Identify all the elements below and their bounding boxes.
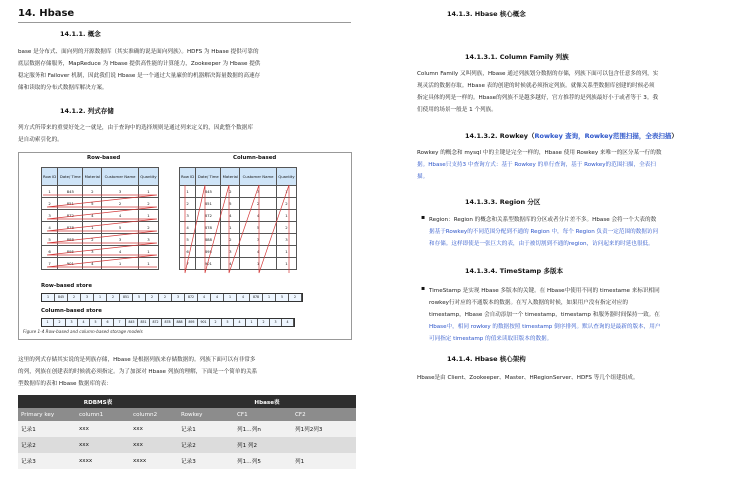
grid-cell: 5 xyxy=(83,198,102,210)
grid-header: Customer Name xyxy=(240,168,277,186)
rowkey-title-a: 14.1.3.2. Rowkey（ xyxy=(465,132,535,140)
grid-cell: 4 xyxy=(83,210,102,222)
grid-cell: 2 xyxy=(276,198,296,210)
timestamp-line: Hbase中，相同 rowkey 的数据按照 timestamp 倒序排列。默认查询的是最新的版本，用户 xyxy=(429,324,661,330)
grid-cell: 3 xyxy=(83,246,102,258)
columnar-line: 列方式所带来的重要好处之一就是，由于查询中的选择规则是通过列来定义的，因此整个数据库 xyxy=(18,125,253,131)
grid-cell: 6 xyxy=(42,246,58,258)
bullet-icon: ▪ xyxy=(421,285,426,292)
rdbms-hbase-table xyxy=(18,395,356,469)
grid-cell: 1 xyxy=(138,210,158,222)
rowstore-title: Row-based store xyxy=(41,283,92,289)
grid-header: Customer Name xyxy=(102,168,139,186)
store-cell: 888 xyxy=(174,319,186,326)
grid-cell: 1 xyxy=(276,246,296,258)
store-cell: 845 xyxy=(126,319,138,326)
after-figure-line: 型数据库的表和 Hbase 数据库的表： xyxy=(18,381,112,387)
grid-cell: 3 xyxy=(240,186,277,198)
grid-cell: 3 xyxy=(102,234,139,246)
cmp-cell: 记录1 xyxy=(18,421,76,437)
grid-cell: 845 xyxy=(58,186,83,198)
grid-cell: 3 xyxy=(221,246,240,258)
cmp-cell: 列1列2列3 xyxy=(292,421,356,437)
grid-cell: 895 xyxy=(58,246,83,258)
grid-cell: 1 xyxy=(138,258,158,270)
grid-cell: 2 xyxy=(240,198,277,210)
after-figure-line: 的列，列族在创建表的时候就必须指定。为了加深对 Hbase 列族的理解，下面是一个简单的关系 xyxy=(18,369,258,375)
grid-cell: 5 xyxy=(42,234,58,246)
hbase-title: Hbase表 xyxy=(178,395,356,408)
grid-cell: 878 xyxy=(196,222,221,234)
store-cell: 878 xyxy=(162,319,174,326)
grid-cell: 6 xyxy=(180,246,196,258)
grid-cell: 5 xyxy=(180,234,196,246)
grid-cell: 1 xyxy=(221,222,240,234)
store-cell: 1 xyxy=(42,319,54,326)
rowkey-line: 描。 xyxy=(417,174,429,180)
cf-line: 们使用的场景一般是 1 个列族。 xyxy=(417,107,497,113)
chapter-rule xyxy=(18,22,351,23)
grid-cell: 4 xyxy=(180,222,196,234)
grid-cell: 7 xyxy=(42,258,58,270)
cmp-cell: 列1 列2 xyxy=(234,437,292,453)
cmp-cell: 记录2 xyxy=(18,437,76,453)
store-cell: 2 xyxy=(146,294,159,301)
grid-cell: 1 xyxy=(83,222,102,234)
region-line: 据基于Rowkey的不同范围分配到不通的 Region 中，每个 Region 负责一定范围的数据访问 xyxy=(429,229,659,235)
grid-cell: 2 xyxy=(102,198,139,210)
grid-cell: 2 xyxy=(276,222,296,234)
grid-cell: 1 xyxy=(138,246,158,258)
grid-cell: 2 xyxy=(42,198,58,210)
architecture-title: 14.1.4. Hbase 核心架构 xyxy=(447,355,526,363)
store-cell: 7 xyxy=(114,319,126,326)
grid-header: Material xyxy=(83,168,102,186)
table-row xyxy=(18,453,356,469)
store-cell: 2 xyxy=(54,319,66,326)
column-family-title: 14.1.3.1. Column Family 列族 xyxy=(465,53,569,61)
store-cell: 1 xyxy=(246,319,258,326)
timestamp-line: rowkey行对应的不通版本的数据。在写入数据的时候，如果用户没有指定对应的 xyxy=(429,300,628,306)
cmp-cell: xxx xyxy=(130,437,178,453)
grid-cell: 1 xyxy=(240,258,277,270)
grid-cell: 1 xyxy=(276,210,296,222)
grid-cell: 5 xyxy=(240,222,277,234)
column-arrows xyxy=(185,185,289,273)
grid-cell: 2 xyxy=(138,198,158,210)
grid-cell: 1 xyxy=(138,186,158,198)
store-cell: 845 xyxy=(55,294,68,301)
grid-cell: 2 xyxy=(83,186,102,198)
grid-cell: 3 xyxy=(138,234,158,246)
store-cell: 1 xyxy=(224,294,237,301)
rowkey-title xyxy=(465,131,678,140)
store-cell: 3 xyxy=(81,294,94,301)
store-cell: 2 xyxy=(107,294,120,301)
store-cell: 878 xyxy=(250,294,263,301)
table-row xyxy=(18,421,356,437)
rowkey-title-c: ） xyxy=(671,132,678,140)
grid-cell: 3 xyxy=(240,234,277,246)
store-cell: 5 xyxy=(222,319,234,326)
grid-cell: 4 xyxy=(240,210,277,222)
grid-header: Date/ Time xyxy=(58,168,83,186)
grid-cell: 3 xyxy=(42,210,58,222)
store-cell: 3 xyxy=(66,319,78,326)
columnar-line: 是自动索引化的。 xyxy=(18,137,63,143)
grid-cell: 3 xyxy=(102,186,139,198)
cmp-cell: xxx xyxy=(76,437,130,453)
grid-cell: 4 xyxy=(42,222,58,234)
grid-cell: 2 xyxy=(83,234,102,246)
store-cell: 2 xyxy=(159,294,172,301)
store-cell: 1 xyxy=(94,294,107,301)
rdbms-title: RDBMS表 xyxy=(18,395,178,408)
grid-cell: 872 xyxy=(58,210,83,222)
store-cell: 2 xyxy=(258,319,270,326)
grid-cell: 4 xyxy=(221,210,240,222)
grid-cell: 872 xyxy=(196,210,221,222)
timestamp-line: timestamp，Hbase 会自动添加一个 timestamp，timestamp 和服务器时间保持一致。在 xyxy=(429,312,660,318)
architecture-line: Hbase是由 Client、Zookeeper、Master、HRegionServer、HDFS 等几个组建组成。 xyxy=(417,375,639,381)
cmp-cell: 记录3 xyxy=(18,453,76,469)
grid-cell: 4 xyxy=(240,246,277,258)
grid-cell: 1 xyxy=(276,186,296,198)
cmp-cell: 记录1 xyxy=(178,421,234,437)
grid-header: Quantity xyxy=(276,168,296,186)
store-cell: 1 xyxy=(263,294,276,301)
grid-cell: 2 xyxy=(221,234,240,246)
store-cell: 872 xyxy=(150,319,162,326)
grid-cell: 4 xyxy=(102,210,139,222)
store-cell: 1 xyxy=(42,294,55,301)
grid-cell: 4 xyxy=(83,258,102,270)
cmp-cell: xxx xyxy=(130,421,178,437)
store-cell: 4 xyxy=(282,319,294,326)
store-cell: 3 xyxy=(172,294,185,301)
region-line: Region：Region 的概念和关系型数据库的分区或者分片差不多。Hbase 会将一个大表的数 xyxy=(429,217,657,223)
grid-cell: 4 xyxy=(102,246,139,258)
rowstore-bar xyxy=(41,293,303,302)
timestamp-title: 14.1.3.4. TimeStamp 多版本 xyxy=(465,267,563,275)
store-cell: 5 xyxy=(133,294,146,301)
cmp-header: Rowkey xyxy=(178,408,234,421)
rowkey-title-b: Rowkey 查询，Rowkey范围扫描，全表扫描 xyxy=(534,132,672,140)
store-cell: 901 xyxy=(198,319,210,326)
concept-line: 稳定服务和 Failover 机制，因此我们说 Hbase 是一个通过大量廉价的机器解决海量数据的高速存 xyxy=(18,73,261,79)
grid-cell: 888 xyxy=(58,234,83,246)
store-cell: 2 xyxy=(68,294,81,301)
after-figure-line: 这里的列式存储其实说的是列族存储，Hbase 是根据列族来存储数据的。列族下面可以有非常多 xyxy=(18,357,256,363)
region-line: 和存储。这样即使是一张巨大的表，由于被切割到不通的region，访问起来的时延也很低。 xyxy=(429,241,654,247)
store-cell: 851 xyxy=(120,294,133,301)
chapter-title: 14. Hbase xyxy=(18,8,75,19)
store-cell: 5 xyxy=(90,319,102,326)
grid-cell: 5 xyxy=(102,222,139,234)
grid-cell: 888 xyxy=(196,234,221,246)
grid-cell: 878 xyxy=(58,222,83,234)
store-cell: 4 xyxy=(211,294,224,301)
grid-cell: 901 xyxy=(196,258,221,270)
store-cell: 6 xyxy=(102,319,114,326)
right-page xyxy=(367,0,734,477)
grid-header: Quantity xyxy=(138,168,158,186)
store-cell: 5 xyxy=(276,294,289,301)
cmp-cell: 列1…列5 xyxy=(234,453,292,469)
grid-cell: 2 xyxy=(138,222,158,234)
grid-cell: 901 xyxy=(58,258,83,270)
bullet-icon: ▪ xyxy=(421,214,426,221)
store-cell: 4 xyxy=(78,319,90,326)
cf-line: 指定具体的列是一样的。Hbase的列族不是越多越好，官方推荐的是列族最好小于或者等于 3。我 xyxy=(417,95,659,101)
store-cell: 4 xyxy=(234,319,246,326)
section-columnar-title: 14.1.2. 列式存储 xyxy=(60,107,114,115)
storage-model-figure xyxy=(18,152,352,340)
grid-header: Row ID xyxy=(180,168,196,186)
grid-header: Date/ Time xyxy=(196,168,221,186)
rowkey-line: 据。Hbase只支持3 中查询方式：基于 Rowkey 的单行查询，基于 Rowkey的范围扫描，全表扫 xyxy=(417,162,656,168)
grid-cell: 7 xyxy=(180,258,196,270)
cf-line: 现灵活的数据存取。Hbase 表的创建的时候就必须指定列族。就像关系型数据库创建的时候必须 xyxy=(417,83,655,89)
grid-cell: 3 xyxy=(180,210,196,222)
timestamp-line: 可同指定 timestamp 的值来读取旧版本的数据。 xyxy=(429,336,553,342)
store-cell: 872 xyxy=(185,294,198,301)
cmp-cell: xxxx xyxy=(130,453,178,469)
row-arrows xyxy=(43,195,157,267)
concept-line: base 是分布式、面向列的开源数据库（其实准确的说是面向列族）。HDFS 为 Hbase 提供可靠的 xyxy=(18,49,259,55)
cmp-header: CF1 xyxy=(234,408,292,421)
grid-cell: 851 xyxy=(196,198,221,210)
grid-cell: 2 xyxy=(221,186,240,198)
grid-cell: 851 xyxy=(58,198,83,210)
store-cell: 2 xyxy=(210,319,222,326)
storage-arrows xyxy=(19,153,351,293)
grid-cell: 1 xyxy=(42,186,58,198)
cmp-cell: xxxx xyxy=(76,453,130,469)
table-row xyxy=(18,437,356,453)
cmp-cell: xxx xyxy=(76,421,130,437)
grid-header: Row ID xyxy=(42,168,58,186)
cmp-cell: 记录2 xyxy=(178,437,234,453)
store-cell: 2 xyxy=(289,294,302,301)
colstore-title: Column-based store xyxy=(41,308,102,314)
section-core-concepts-title: 14.1.3. Hbase 核心概念 xyxy=(447,10,526,18)
store-cell: 3 xyxy=(270,319,282,326)
grid-cell: 3 xyxy=(276,234,296,246)
rowkey-line: Rowkey 的概念和 mysql 中的主键是完全一样的，Hbase 使用 Rowkey 来唯一的区分某一行的数 xyxy=(417,150,662,156)
cmp-cell: 记录3 xyxy=(178,453,234,469)
grid-cell: 4 xyxy=(221,258,240,270)
grid-cell: 1 xyxy=(180,186,196,198)
grid-cell: 1 xyxy=(276,258,296,270)
store-cell: 895 xyxy=(186,319,198,326)
cmp-header: column1 xyxy=(76,408,130,421)
grid-header: Material xyxy=(221,168,240,186)
cmp-cell: 列1 xyxy=(292,453,356,469)
colbased-title: Column-based xyxy=(233,155,277,161)
cmp-cell: 列1…列n xyxy=(234,421,292,437)
section-concept-title: 14.1.1. 概念 xyxy=(60,30,101,38)
timestamp-line: TimeStamp 是实现 Hbase 多版本的关键。在 Hbase中使用不同的 timestame 来标识相同 xyxy=(429,288,660,294)
grid-cell: 895 xyxy=(196,246,221,258)
store-cell: 4 xyxy=(198,294,211,301)
grid-cell: 845 xyxy=(196,186,221,198)
grid-cell: 2 xyxy=(180,198,196,210)
store-cell: 851 xyxy=(138,319,150,326)
grid-cell: 5 xyxy=(221,198,240,210)
store-cell: 4 xyxy=(237,294,250,301)
cmp-header: Primary key xyxy=(18,408,76,421)
cmp-cell xyxy=(292,437,356,453)
colstore-bar xyxy=(41,318,295,327)
concept-line: 底层数据存储服务，MapReduce 为 Hbase 提供高性能的计算能力，Zookeeper 为 Hbase 提供 xyxy=(18,61,261,67)
concept-line: 储和读取的分布式数据库解决方案。 xyxy=(18,85,108,91)
cmp-header: column2 xyxy=(130,408,178,421)
cmp-header: CF2 xyxy=(292,408,356,421)
figure-caption: Figure 1-4 Row-based and column-based storage models xyxy=(23,329,143,334)
cf-line: Column Family 又叫列族，Hbase 通过列族划分数据的存储，列族下面可以包含任意多的列，实 xyxy=(417,71,659,77)
rowbased-title: Row-based xyxy=(87,155,121,161)
region-title: 14.1.3.3. Region 分区 xyxy=(465,198,541,206)
grid-cell: 1 xyxy=(102,258,139,270)
